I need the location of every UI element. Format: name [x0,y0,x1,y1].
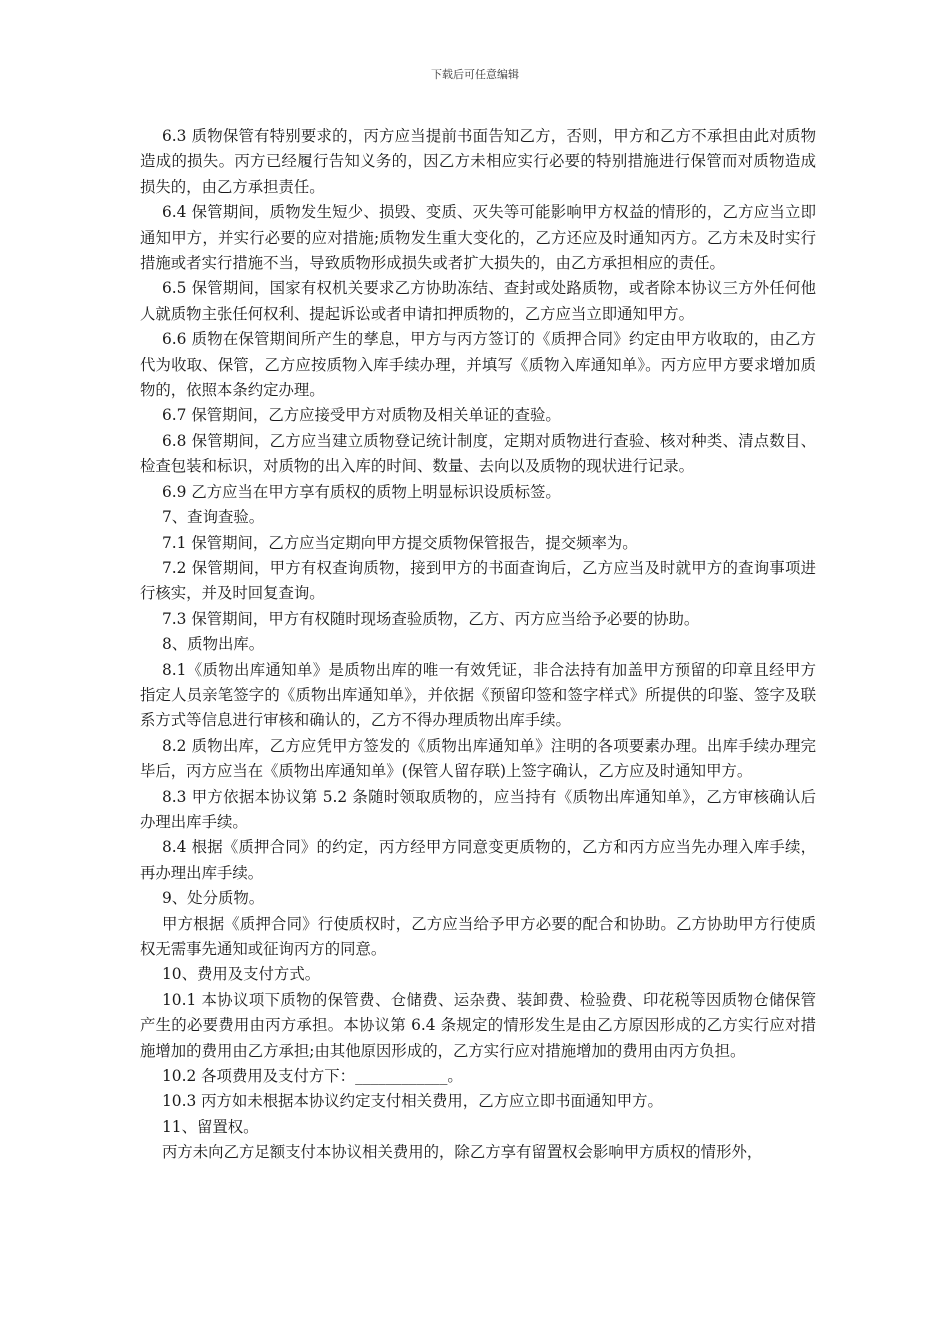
clause-8-2: 8.2 质物出库，乙方应凭甲方签发的《质物出库通知单》注明的各项要素办理。出库手续办理完毕后，丙方应当在《质物出库通知单》(保管人留存联)上签字确认，乙方应及时通知甲方。 [140,736,816,781]
clause-7-3: 7.3 保管期间，甲方有权随时现场查验质物，乙方、丙方应当给予必要的协助。 [162,609,700,628]
section-9-heading: 9、处分质物。 [162,889,265,908]
section-8-heading: 8、质物出库。 [162,635,265,654]
document-body [140,124,816,1166]
clause-8-4: 8.4 根据《质押合同》的约定，丙方经甲方同意变更质物的，乙方和丙方应当先办理入库手续，再办理出库手续。 [140,838,816,882]
clause-7-1: 7.1 保管期间，乙方应当定期向甲方提交质物保管报告，提交频率为。 [162,533,638,552]
section-10-heading: 10、费用及支付方式。 [162,965,321,984]
clause-6-7: 6.7 保管期间，乙方应接受甲方对质物及相关单证的查验。 [162,406,561,425]
clause-6-5: 6.5 保管期间，国家有权机关要求乙方协助冻结、查封或处路质物，或者除本协议三方外任何他人就质物主张任何权利、提起诉讼或者申请扣押质物的，乙方应当立即通知甲方。 [140,279,816,323]
section-7-heading: 7、查询查验。 [162,508,265,527]
clause-6-4: 6.4 保管期间，质物发生短少、损毁、变质、灭失等可能影响甲方权益的情形的，乙方应当立即通知甲方，并实行必要的应对措施;质物发生重大变化的，乙方还应及时通知丙方。乙方未及时实行措施或者实行措施不当，导致质物形成损失或者扩大损失的，由乙方承担相应的责任。 [140,203,816,273]
page-header: 下载后可任意编辑 [431,68,519,81]
clause-10-1: 10.1 本协议项下质物的保管费、仓储费、运杂费、装卸费、检验费、印花税等因质物仓储保管产生的必要费用由丙方承担。本协议第 6.4 条规定的情形发生是由乙方原因形成的乙方实行应对措施增加的费用由乙方承担;由其他原因形成的，乙方实行应对措施增加的费用由丙方负担。 [140,990,816,1060]
clause-8-1: 8.1《质物出库通知单》是质物出库的唯一有效凭证，非合法持有加盖甲方预留的印章且经甲方指定人员亲笔签字的《质物出库通知单》，并依据《预留印签和签字样式》所提供的印鉴、签字及联系方式等信息进行审核和确认的，乙方不得办理质物出库手续。 [140,660,816,730]
clause-10-2: 10.2 各项费用及支付方下：____________。 [162,1067,463,1086]
section-11-heading: 11、留置权。 [162,1117,259,1136]
clause-8-3: 8.3 甲方依据本协议第 5.2 条随时领取质物的，应当持有《质物出库通知单》，乙方审核确认后办理出库手续。 [140,787,816,831]
section-11-body: 丙方未向乙方足额支付本协议相关费用的，除乙方享有留置权会影响甲方质权的情形外， [162,1143,763,1162]
clause-7-2: 7.2 保管期间，甲方有权查询质物，接到甲方的书面查询后，乙方应当及时就甲方的查询事项进行核实，并及时回复查询。 [140,558,816,603]
clause-6-6: 6.6 质物在保管期间所产生的孳息，甲方与丙方签订的《质押合同》约定由甲方收取的，由乙方代为收取、保管，乙方应按质物入库手续办理，并填写《质物入库通知单》。丙方应甲方要求增加质物的，依照本条约定办理。 [140,330,816,400]
clause-10-3: 10.3 丙方如未根据本协议约定支付相关费用，乙方应立即书面通知甲方。 [162,1092,663,1111]
section-9-body: 甲方根据《质押合同》行使质权时，乙方应当给予甲方必要的配合和协助。乙方协助甲方行使质权无需事先通知或征询丙方的同意。 [140,914,816,958]
clause-6-9: 6.9 乙方应当在甲方享有质权的质物上明显标识设质标签。 [162,482,561,501]
clause-6-8: 6.8 保管期间，乙方应当建立质物登记统计制度，定期对质物进行查验、核对种类、清点数目、检查包装和标识，对质物的出入库的时间、数量、去向以及质物的现状进行记录。 [140,431,816,476]
clause-6-3: 6.3 质物保管有特别要求的，丙方应当提前书面告知乙方，否则，甲方和乙方不承担由此对质物造成的损失。丙方已经履行告知义务的，因乙方未相应实行必要的特别措施进行保管而对质物造成损失的，由乙方承担责任。 [140,127,816,196]
